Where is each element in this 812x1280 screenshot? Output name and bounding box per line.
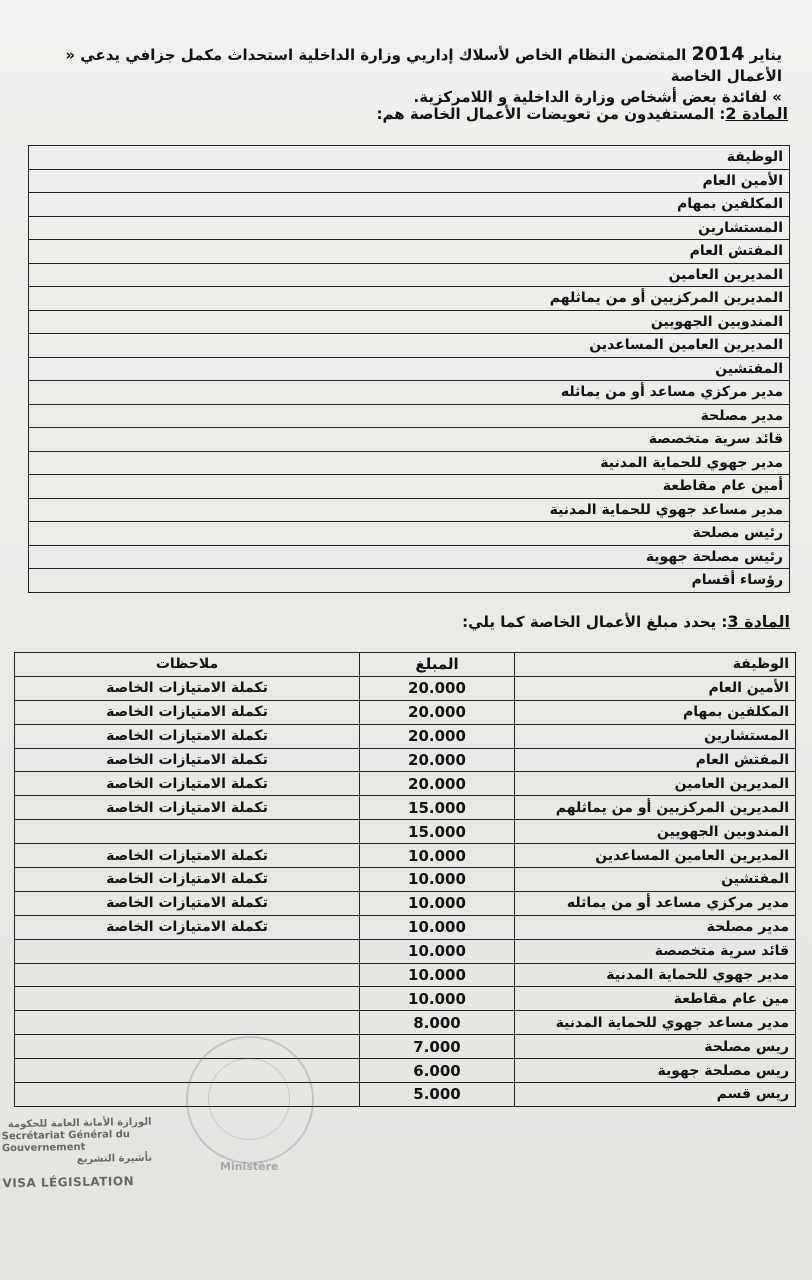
visa-stamp-label: VISA LÉGISLATION [2,1174,135,1191]
amount-row [15,772,796,796]
amount-job-cell: مين عام مقاطعة [515,987,796,1011]
beneficiary-job-cell: أمين عام مقاطعة [29,475,790,499]
amount-row [15,820,796,844]
amount-job-cell: ريس مصلحة جهوية [515,1059,796,1083]
article-3-label: المادة 3 [727,612,790,631]
visa-stamp [1,1117,152,1190]
beneficiary-row [29,310,790,334]
amount-note-cell: تكملة الامتيازات الخاصة [15,772,360,796]
amount-row [15,1011,796,1035]
beneficiary-row [29,216,790,240]
amount-job-cell: قائد سرية متخصصة [515,939,796,963]
beneficiary-job-cell: المكلفين بمهام [29,193,790,217]
official-seal [186,1036,314,1164]
amount-job-cell: المفتش العام [515,748,796,772]
amount-note-cell [15,987,360,1011]
beneficiary-row [29,263,790,287]
beneficiary-row [29,545,790,569]
beneficiary-row [29,287,790,311]
amount-job-cell: المديرين المركزيين أو من يماثلهم [515,796,796,820]
intro-year: 2014 [691,43,745,65]
official-seal-inner [208,1058,290,1140]
amounts-table [14,652,796,1107]
article-2-heading [88,104,788,123]
amount-value-cell: 10.000 [360,915,515,939]
amount-value-cell: 20.000 [360,772,515,796]
amount-value-cell: 8.000 [360,1011,515,1035]
amount-value-cell: 10.000 [360,891,515,915]
amount-job-cell: المديرين العامين المساعدين [515,844,796,868]
beneficiary-job-cell: مدير جهوي للحماية المدنية [29,451,790,475]
beneficiary-job-cell: المديرين العامين المساعدين [29,334,790,358]
beneficiary-job-cell: مدير مساعد جهوي للحماية المدنية [29,498,790,522]
amount-row [15,1083,796,1107]
beneficiary-row [29,522,790,546]
beneficiary-job-cell: المديرين العامين [29,263,790,287]
amount-job-cell: المكلفين بمهام [515,700,796,724]
beneficiary-job-cell: رئيس مصلحة جهوية [29,545,790,569]
amount-row [15,748,796,772]
amount-note-cell [15,1011,360,1035]
amount-row [15,915,796,939]
beneficiary-row [29,357,790,381]
beneficiaries-table [28,145,790,593]
seal-text: Ministère [220,1160,279,1173]
visa-stamp-line-1: الوزارة الأمانة العامة للحكومة [7,1116,152,1131]
visa-stamp-line-3: تأشيرة التشريع [76,1152,153,1166]
amount-job-cell: ريس مصلحة [515,1035,796,1059]
amount-note-cell: تكملة الامتيازات الخاصة [15,868,360,892]
beneficiaries-header-job: الوظيفة [29,146,790,170]
beneficiary-job-cell: المفتشين [29,357,790,381]
beneficiary-job-cell: مدير مركزي مساعد أو من يماثله [29,381,790,405]
amount-row [15,676,796,700]
beneficiary-row [29,475,790,499]
beneficiary-job-cell: مدير مصلحة [29,404,790,428]
amounts-header-amount: المبلغ [360,653,515,677]
amount-job-cell: المستشارين [515,724,796,748]
beneficiary-job-cell: المندوبين الجهويين [29,310,790,334]
beneficiary-row [29,169,790,193]
article-2-label: المادة 2 [725,104,788,123]
amount-job-cell: المندوبين الجهويين [515,820,796,844]
visa-stamp-line-2: Secrétariat Général du Gouvernement [1,1129,131,1155]
beneficiary-job-cell: رؤساء أقسام [29,569,790,593]
article-3-text: : يحدد مبلغ الأعمال الخاصة كما يلي: [462,613,728,631]
amount-row [15,844,796,868]
beneficiary-job-cell: المديرين المركزيين أو من يماثلهم [29,287,790,311]
intro-line-1 [40,44,782,87]
intro-line-2: » لفائدة بعض أشخاص وزارة الداخلية و اللامركزية. [413,88,782,106]
amount-note-cell: تكملة الامتيازات الخاصة [15,676,360,700]
amount-note-cell: تكملة الامتيازات الخاصة [15,915,360,939]
amount-job-cell: مدير مركزي مساعد أو من يماثله [515,891,796,915]
intro-paragraph [40,44,782,108]
amount-value-cell: 15.000 [360,796,515,820]
amount-value-cell: 10.000 [360,987,515,1011]
amount-job-cell: المفتشين [515,868,796,892]
intro-line-1-suffix: المتضمن النظام الخاص لأسلاك إداريي وزارة الداخلية استحداث مكمل جزافي يدعي « الأعمال الخاصة [65,46,782,85]
amount-value-cell: 10.000 [360,844,515,868]
amount-value-cell: 10.000 [360,939,515,963]
amount-note-cell [15,939,360,963]
amount-job-cell: المديرين العامين [515,772,796,796]
amount-value-cell: 20.000 [360,724,515,748]
beneficiary-row [29,193,790,217]
amount-row [15,724,796,748]
amount-note-cell: تكملة الامتيازات الخاصة [15,796,360,820]
amount-value-cell: 7.000 [360,1035,515,1059]
beneficiary-row [29,569,790,593]
amount-row [15,891,796,915]
amount-value-cell: 5.000 [360,1083,515,1107]
intro-line-1-prefix: يناير [744,46,782,64]
amount-note-cell: تكملة الامتيازات الخاصة [15,724,360,748]
beneficiary-row [29,498,790,522]
amount-note-cell [15,1035,360,1059]
amount-note-cell [15,820,360,844]
article-2-text: : المستفيدون من تعويضات الأعمال الخاصة هم: [376,105,726,123]
amount-row [15,987,796,1011]
beneficiary-row [29,240,790,264]
amount-job-cell: ريس قسم [515,1083,796,1107]
amount-note-cell: تكملة الامتيازات الخاصة [15,748,360,772]
amounts-body [15,676,796,1106]
beneficiary-row [29,381,790,405]
amount-value-cell: 10.000 [360,963,515,987]
amount-note-cell [15,963,360,987]
amount-value-cell: 20.000 [360,676,515,700]
amount-note-cell: تكملة الامتيازات الخاصة [15,844,360,868]
amount-value-cell: 10.000 [360,868,515,892]
amount-value-cell: 20.000 [360,700,515,724]
amount-row [15,939,796,963]
amount-note-cell: تكملة الامتيازات الخاصة [15,700,360,724]
amount-row [15,1059,796,1083]
beneficiaries-body [29,169,790,592]
amount-value-cell: 6.000 [360,1059,515,1083]
beneficiary-job-cell: المفتش العام [29,240,790,264]
beneficiary-row [29,404,790,428]
amount-job-cell: مدير مصلحة [515,915,796,939]
beneficiary-job-cell: قائد سرية متخصصة [29,428,790,452]
amount-value-cell: 20.000 [360,748,515,772]
beneficiary-row [29,334,790,358]
beneficiary-job-cell: المستشارين [29,216,790,240]
amount-row [15,796,796,820]
beneficiary-job-cell: رئيس مصلحة [29,522,790,546]
beneficiary-row [29,428,790,452]
amount-job-cell: الأمين العام [515,676,796,700]
amount-value-cell: 15.000 [360,820,515,844]
amount-note-cell: تكملة الامتيازات الخاصة [15,891,360,915]
amount-row [15,1035,796,1059]
amount-row [15,868,796,892]
amount-job-cell: مدير مساعد جهوي للحماية المدنية [515,1011,796,1035]
beneficiary-row [29,451,790,475]
article-3-heading [90,612,790,631]
amount-row [15,963,796,987]
amount-row [15,700,796,724]
amounts-header-job: الوظيفة [515,653,796,677]
amounts-header-notes: ملاحظات [15,653,360,677]
beneficiary-job-cell: الأمين العام [29,169,790,193]
amount-job-cell: مدير جهوي للحماية المدنية [515,963,796,987]
